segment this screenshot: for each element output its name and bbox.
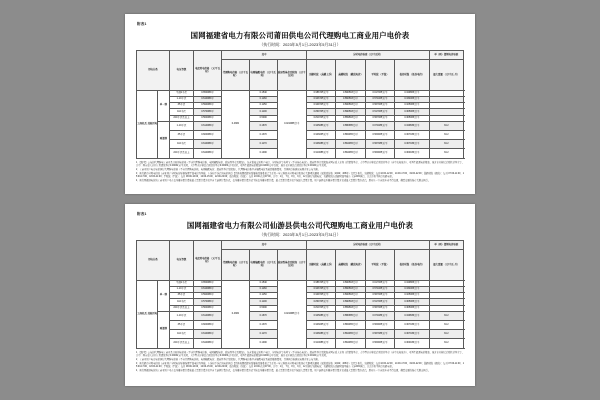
th-agent-price: 电度用电价格 （元/千瓦时） bbox=[194, 51, 222, 91]
p2-cell-max-demand: 34.2 bbox=[429, 330, 463, 339]
p2-cell-grid-price: 0.1160 bbox=[249, 287, 277, 293]
p1-cell-grid-price: 0.1160 bbox=[249, 97, 277, 103]
p2-cell-flat: 0.567086元/千 bbox=[365, 330, 394, 339]
p1-cell-agent-price: 0.600086/千 bbox=[194, 131, 222, 140]
p2-cell-valley: 0.300036元/千 bbox=[395, 339, 429, 348]
p2-cell-flat: 0.617065元/千 bbox=[365, 280, 394, 286]
p2-cell-valley: 0.307036元/千 bbox=[395, 321, 429, 330]
p2-cell-sharp-peak: 0.910086元/千 bbox=[306, 339, 335, 348]
th2-max-demand: 最大需量 （元/千瓦·月） bbox=[429, 250, 463, 281]
page-title-2: 国网福建省电力有限公司仙游县供电公司代理购电工商业用户电价表 bbox=[186, 220, 414, 230]
th-valley: 低谷时段 （低谷电价） bbox=[395, 60, 429, 91]
p1-cell-flat: 0.567065元/千 bbox=[365, 103, 394, 109]
p1-cell-grid-price: 0.5000 bbox=[249, 115, 277, 121]
th2-group-capacity: 单（两）部制电价标准 bbox=[429, 241, 463, 250]
th2-grid-price: 电网输配电价 （元/千瓦时） bbox=[249, 250, 277, 281]
p2-cell-peak: 0.864065元/千 bbox=[336, 339, 365, 348]
p2-cell-valley: 0.349865元/千 bbox=[395, 280, 429, 286]
p2-cell-peak: 0.864065元/千 bbox=[336, 330, 365, 339]
th-purchase-price: 代理购电价格 （元/千瓦时） bbox=[221, 60, 249, 91]
p2-cell-flat: 0.571065元/千 bbox=[365, 287, 394, 293]
p2-cell-peak: 0.860593元/千 bbox=[336, 287, 365, 293]
p2-cell-max-demand: 34.2 bbox=[429, 311, 463, 320]
p1-cell-grid-price: 0.1150 bbox=[249, 103, 277, 109]
p2-cell-peak: 0.890593元/千 bbox=[336, 299, 365, 305]
p2-cell-valley: 0.305065元/千 bbox=[395, 305, 429, 311]
th2-gov-fund: 政府性基金及附加 （元/千瓦时） bbox=[277, 250, 306, 281]
th-gov-fund: 政府性基金及附加 （元/千瓦时） bbox=[277, 60, 306, 91]
p2-cell-voltage: 1-10千伏 bbox=[169, 311, 194, 320]
p2-cell-peak: 0.859593元/千 bbox=[336, 305, 365, 311]
tariff-table-2 bbox=[136, 240, 464, 348]
p2-cell-voltage: 35千伏 bbox=[169, 321, 194, 330]
th-flat: 平时段 （平段） bbox=[365, 60, 394, 91]
p1-cell-peak: 0.880685元/千 bbox=[336, 121, 365, 130]
p2-cell-voltage: 35千伏 bbox=[169, 293, 194, 299]
p1-cell-voltage: 110千伏 bbox=[169, 140, 194, 149]
p1-cell-valley: 0.305065元/千 bbox=[395, 115, 429, 121]
p1-cell-voltage: 1-10千伏 bbox=[169, 97, 194, 103]
th2-purchase-price: 代理购电价格 （元/千瓦时） bbox=[221, 250, 249, 281]
p2-cell-flat: 0.517065元/千 bbox=[365, 299, 394, 305]
p2-cell-sharp-peak: 0.819745元/千 bbox=[306, 305, 335, 311]
p1-cell-valley: 0.349865元/千 bbox=[395, 90, 429, 96]
tariff-table bbox=[136, 50, 464, 158]
p1-cell-grid-price: 0.1000 bbox=[249, 149, 277, 158]
th2-flat: 平时段 （平段） bbox=[365, 250, 394, 281]
p1-note-3: 3．执行峰谷分时电价的工商业用户分时电价标准按照平段电价为基础、上浮和下浮后的电价执行【具体按照福建省发展和改革委员会关于进一步完善我省分时电价机制有关事项的通知（闽发改价格〔2022〕468号）文件】执行。尖峰时段：每日10:00-12:00、14:00-17:00、19:00-22:00；高峰时段（峰段）：每日 07:00-11:00、15:00-17:00、18:00-21:00；平时段（平段）：每日 08:00-10:00、13:00-15:00、22:00-23:00；低谷时段（谷段）：每日 23:00-次日07:00。其中：1月、7月、8月、9月、12月执行尖峰电价，尖峰时段在高峰时段基础上上浮20%执行，其余月份不执行尖峰电价。 bbox=[136, 172, 464, 178]
p1-cell-grid-price: 0.1100 bbox=[249, 109, 277, 115]
p2-cell-sharp-peak: 0.946745元/千 bbox=[306, 287, 335, 293]
p2-cell-sharp-peak: 0.906086元/千 bbox=[306, 330, 335, 339]
p2-cell-flat: 0.569065元/千 bbox=[365, 321, 394, 330]
p1-cell-voltage: 220千伏及以上 bbox=[169, 149, 194, 158]
p1-cell-flat: 0.571065元/千 bbox=[365, 97, 394, 103]
p1-cell-peak: 0.890593元/千 bbox=[336, 109, 365, 115]
p2-cell-valley: 0.305065元/千 bbox=[395, 299, 429, 305]
p1-cell-flat: 0.517065元/千 bbox=[365, 109, 394, 115]
p1-cell-sharp-peak: 0.890745元/千 bbox=[306, 109, 335, 115]
p1-cell-grid-price: 0.1540 bbox=[249, 90, 277, 96]
p1-note-4: 4．执行两部制电价的工商业用户可在变压器容量计费和最大需量计费方式中自主选择计费方式，变压器容量计费方式下按变压器容量计费，最大需量计费方式下按最大需量计费。用户选择变压器容量计费方式或最大需量计费方式后，原则上一个自然年内不得变更，确需变更的按有关规定执行。 bbox=[136, 180, 431, 183]
th-group-capacity: 单（两）部制电价标准 bbox=[429, 51, 463, 60]
p1-cell-sharp-peak: 0.946065元/千 bbox=[306, 131, 335, 140]
th-grid-price: 电网输配电价 （元/千瓦时） bbox=[249, 60, 277, 91]
p1-cell-valley: 0.349836元/千 bbox=[395, 121, 429, 130]
th-sharp-peak: 尖峰时段 （高峰上浮） bbox=[306, 60, 335, 91]
th2-valley: 低谷时段 （低谷电价） bbox=[395, 250, 429, 281]
p2-cell-grid-price: 0.1370 bbox=[249, 321, 277, 330]
p1-cell-sharp-peak: 0.945086元/千 bbox=[306, 121, 335, 130]
p1-cell-max-demand: 34.2 bbox=[429, 121, 463, 130]
p2-cell-agent-price: 0.614086/千 bbox=[194, 311, 222, 320]
p2-cell-valley: 0.349836元/千 bbox=[395, 311, 429, 320]
p1-cell-valley: 0.300036元/千 bbox=[395, 149, 429, 158]
p2-cell-max-demand: 34.2 bbox=[429, 321, 463, 330]
p1-cell-grid-price: 0.1170 bbox=[249, 140, 277, 149]
th-peak: 高峰时段 （峰段电价） bbox=[336, 60, 365, 91]
p1-cell-flat: 0.567086元/千 bbox=[365, 140, 394, 149]
p2-cell-agent-price: 0.650086/千 bbox=[194, 280, 222, 286]
p2-cell-sharp-peak: 0.986745元/千 bbox=[306, 280, 335, 286]
p1-cell-grid-price: 0.1670 bbox=[249, 121, 277, 130]
p1-cell-voltage: 35千伏 bbox=[169, 103, 194, 109]
p2-cell-sharp-peak: 0.946065元/千 bbox=[306, 321, 335, 330]
table-body-1 bbox=[137, 90, 464, 158]
th-group-tou: 分时电价标准（元/千瓦时） bbox=[306, 51, 429, 60]
p2-cell-peak: 0.880685元/千 bbox=[336, 311, 365, 320]
p2-cell-agent-price: 0.610086/千 bbox=[194, 287, 222, 293]
p1-cell-sharp-peak: 0.986745元/千 bbox=[306, 90, 335, 96]
p1-cell-agent-price: 0.590086/千 bbox=[194, 103, 222, 109]
p2-cell-voltage: 1-10千伏 bbox=[169, 287, 194, 293]
p2-note-2: 2．工商业用户电度电价执行代理购电价格（不含代理购电价格、电网输配电价、政府性基金及附加），代理购电价格中含输配电价及辅助服务费用，具体执行标准以电网企业公布为准。 bbox=[136, 358, 321, 361]
p2-cell-agent-price: 0.610086/千 bbox=[194, 330, 222, 339]
p2-cell-peak: 0.800593元/千 bbox=[336, 280, 365, 286]
p2-cell-agent-price: 0.560086/千 bbox=[194, 305, 222, 311]
th2-agent-price: 电度用电价格 （元/千瓦时） bbox=[194, 241, 222, 281]
p2-cell-peak: 0.884065元/千 bbox=[336, 321, 365, 330]
p1-cell-agent-price: 0.560086/千 bbox=[194, 115, 222, 121]
p2-note-4: 4．执行两部制电价的工商业用户可在变压器容量计费和最大需量计费方式中自主选择计费方式，变压器容量计费方式下按变压器容量计费，最大需量计费方式下按最大需量计费。用户选择变压器容量计费方式或最大需量计费方式后，原则上一个自然年内不得变更，确需变更的按有关规定执行。 bbox=[136, 370, 431, 373]
th2-sharp-peak: 尖峰时段 （高峰上浮） bbox=[306, 250, 335, 281]
th-voltage: 电压等级 bbox=[169, 51, 194, 91]
p2-cell-sharp-peak: 0.945086元/千 bbox=[306, 311, 335, 320]
p1-cell-flat: 0.569065元/千 bbox=[365, 149, 394, 158]
p2-cell-grid-price: 0.1000 bbox=[249, 339, 277, 348]
p2-cell-voltage: 220千伏及以上 bbox=[169, 305, 194, 311]
p2-cell-sharp-peak: 0.890745元/千 bbox=[306, 299, 335, 305]
p1-cell-voltage: 1-10千伏 bbox=[169, 121, 194, 130]
document-page-2 bbox=[125, 204, 475, 386]
notes-block-2 bbox=[136, 352, 464, 373]
p2-cell-grid-price: 0.5000 bbox=[249, 305, 277, 311]
document-page-1 bbox=[125, 14, 475, 194]
p2-cell-subtype: 单一制 bbox=[158, 280, 169, 311]
p1-cell-max-demand: 34.2 bbox=[429, 131, 463, 140]
attachment-label-2: 附表1 bbox=[137, 212, 147, 216]
notes-block-1 bbox=[136, 162, 464, 183]
p2-cell-grid-price: 0.1150 bbox=[249, 293, 277, 299]
p1-cell-voltage: 220千伏及以上 bbox=[169, 115, 194, 121]
p1-cell-sharp-peak: 0.946745元/千 bbox=[306, 97, 335, 103]
p2-note-3: 3．执行峰谷分时电价的工商业用户分时电价标准按照平段电价为基础、上浮和下浮后的电价执行【具体按照福建省发展和改革委员会关于进一步完善我省分时电价机制有关事项的通知（闽发改价格〔2022〕468号）文件】执行。尖峰时段：每日10:00-12:00、14:00-17:00、19:00-22:00；高峰时段（峰段）：每日 07:00-11:00、15:00-17:00、18:00-21:00；平时段（平段）：每日 08:00-10:00、13:00-15:00、22:00-23:00；低谷时段（谷段）：每日 23:00-次日07:00。其中：1月、7月、8月、9月、12月执行尖峰电价，尖峰时段在高峰时段基础上上浮20%执行，其余月份不执行尖峰电价。 bbox=[136, 362, 464, 368]
p1-cell-voltage: 35千伏 bbox=[169, 131, 194, 140]
p1-cell-max-demand: 34.2 bbox=[429, 149, 463, 158]
p1-cell-flat: 0.617065元/千 bbox=[365, 90, 394, 96]
p1-cell-voltage: 110千伏 bbox=[169, 109, 194, 115]
p2-cell-flat: 0.674086元/千 bbox=[365, 311, 394, 320]
page-title: 国网福建省电力有限公司莆田供电公司代理购电工商业用户电价表 bbox=[190, 30, 410, 40]
p1-cell-peak: 0.864065元/千 bbox=[336, 149, 365, 158]
p2-cell-grid-price: 0.1540 bbox=[249, 280, 277, 286]
p1-cell-flat: 0.674086元/千 bbox=[365, 121, 394, 130]
p1-cell-sharp-peak: 0.819745元/千 bbox=[306, 115, 335, 121]
p1-cell-sharp-peak: 0.910086元/千 bbox=[306, 149, 335, 158]
p2-cell-flat: 0.569065元/千 bbox=[365, 339, 394, 348]
p2-cell-flat: 0.567065元/千 bbox=[365, 305, 394, 311]
p1-cell-agent-price: 0.570086/千 bbox=[194, 109, 222, 115]
th2-voltage: 电压等级 bbox=[169, 241, 194, 281]
p2-cell-flat: 0.567065元/千 bbox=[365, 293, 394, 299]
p2-cell-agent-price: 0.600086/千 bbox=[194, 321, 222, 330]
p1-cell-voltage: 不满1千伏 bbox=[169, 90, 194, 96]
p1-cell-valley: 0.325065元/千 bbox=[395, 103, 429, 109]
p2-note-1: 1．【表中】公布的代理购电工商业及其他用电价格（不含代理购电价格、电网输配电价、政府性基金及附加），包含直接交易用户电度、分时电价等各环节（不含核心电价）。政府性基金及附加含国家重大水利工程建设基金、大中型水库移民后期扶持基金（含中央和地方）、可再生能源电价附加、地方水库移民后期扶持基金等，其中：国家重大水利工程建设基金0.00062元/千瓦时，大中型水库移民后期扶持基金0.00083元/千瓦时，可再生能源电价附加0.01900元/千瓦时，地方水库移民后期扶持基金0.00100元/千瓦时。 bbox=[136, 351, 464, 357]
p2-cell-voltage: 110千伏 bbox=[169, 299, 194, 305]
p1-cell-valley: 0.334065元/千 bbox=[395, 97, 429, 103]
p1-cell-agent-price: 0.644086/千 bbox=[194, 149, 222, 158]
p1-cell-valley: 0.305065元/千 bbox=[395, 109, 429, 115]
p2-cell-valley: 0.325065元/千 bbox=[395, 293, 429, 299]
attachment-label: 附表1 bbox=[137, 22, 147, 26]
th2-category: 用电分类 bbox=[137, 241, 170, 281]
p1-cell-peak: 0.859593元/千 bbox=[336, 115, 365, 121]
p2-cell-peak: 0.800593元/千 bbox=[336, 293, 365, 299]
p2-cell-voltage: 不满1千伏 bbox=[169, 280, 194, 286]
p1-cell-valley: 0.307036元/千 bbox=[395, 140, 429, 149]
th2-peak: 高峰时段 （峰段电价） bbox=[336, 250, 365, 281]
p2-cell-subtype: 两部制 bbox=[158, 311, 169, 348]
p1-note-1: 1．【表中】公布的代理购电工商业及其他用电价格（不含代理购电价格、电网输配电价、政府性基金及附加），包含直接交易用户电度、分时电价等各环节（不含核心电价）。政府性基金及附加含国家重大水利工程建设基金、大中型水库移民后期扶持基金（含中央和地方）、可再生能源电价附加、地方水库移民后期扶持基金等，其中：国家重大水利工程建设基金0.00062元/千瓦时，大中型水库移民后期扶持基金0.00083元/千瓦时，可再生能源电价附加0.01900元/千瓦时，地方水库移民后期扶持基金0.00100元/千瓦时。 bbox=[136, 161, 464, 167]
p1-cell-flat: 0.567065元/千 bbox=[365, 115, 394, 121]
p2-cell-grid-price: 0.1170 bbox=[249, 330, 277, 339]
p2-cell-max-demand: 34.2 bbox=[429, 339, 463, 348]
p2-cell-voltage: 220千伏及以上 bbox=[169, 339, 194, 348]
effective-period: （执行时间：2023年5月1日-2023年5月31日） bbox=[259, 42, 341, 48]
table-header-row-1 bbox=[137, 51, 464, 60]
p2-cell-sharp-peak: 0.909745元/千 bbox=[306, 293, 335, 299]
th-max-demand: 最大需量 （元/千瓦·月） bbox=[429, 60, 463, 91]
p1-cell-subtype: 单一制 bbox=[158, 90, 169, 121]
p2-cell-agent-price: 0.644086/千 bbox=[194, 339, 222, 348]
p2-cell-agent-price: 0.570086/千 bbox=[194, 299, 222, 305]
th2-group-tou: 分时电价标准（元/千瓦时） bbox=[306, 241, 429, 250]
p1-cell-agent-price: 0.650086/千 bbox=[194, 90, 222, 96]
p1-cell-peak: 0.884065元/千 bbox=[336, 131, 365, 140]
p1-cell-sharp-peak: 0.906086元/千 bbox=[306, 140, 335, 149]
p1-cell-peak: 0.800593元/千 bbox=[336, 90, 365, 96]
th2-group-breakdown: 其中 bbox=[221, 241, 306, 250]
p1-cell-agent-price: 0.614086/千 bbox=[194, 121, 222, 130]
p1-cell-flat: 0.569065元/千 bbox=[365, 131, 394, 140]
p2-cell-grid-price: 0.1100 bbox=[249, 299, 277, 305]
th-group-breakdown: 其中 bbox=[221, 51, 306, 60]
p2-cell-gov-fund: 0.021988元/千 bbox=[277, 280, 306, 348]
p1-cell-agent-price: 0.610086/千 bbox=[194, 97, 222, 103]
p2-cell-agent-price: 0.590086/千 bbox=[194, 293, 222, 299]
p1-cell-peak: 0.800593元/千 bbox=[336, 103, 365, 109]
p2-cell-valley: 0.334065元/千 bbox=[395, 287, 429, 293]
p1-cell-valley: 0.307036元/千 bbox=[395, 131, 429, 140]
p2-cell-category: 工商业及 其他用电 bbox=[137, 280, 158, 348]
table2-header-row-1 bbox=[137, 241, 464, 250]
p1-note-2: 2．工商业用户电度电价执行代理购电价格（不含代理购电价格、电网输配电价、政府性基金及附加），代理购电价格中含输配电价及辅助服务费用，具体执行标准以电网企业公布为准。 bbox=[136, 168, 321, 171]
p1-cell-grid-price: 0.1370 bbox=[249, 131, 277, 140]
p1-cell-purchase-price: 0.4384 bbox=[221, 90, 249, 158]
p1-cell-max-demand: 34.2 bbox=[429, 140, 463, 149]
p2-cell-valley: 0.307036元/千 bbox=[395, 330, 429, 339]
p2-cell-purchase-price: 0.4384 bbox=[221, 280, 249, 348]
effective-period-2: （执行时间：2023年5月1日-2023年5月31日） bbox=[259, 232, 341, 238]
p1-cell-peak: 0.864065元/千 bbox=[336, 140, 365, 149]
p1-cell-gov-fund: 0.021988元/千 bbox=[277, 90, 306, 158]
p1-cell-sharp-peak: 0.909745元/千 bbox=[306, 103, 335, 109]
p1-cell-agent-price: 0.610086/千 bbox=[194, 140, 222, 149]
p1-cell-peak: 0.860593元/千 bbox=[336, 97, 365, 103]
p1-cell-subtype: 两部制 bbox=[158, 121, 169, 158]
th-category: 用电分类 bbox=[137, 51, 170, 91]
p1-cell-category: 工商业及 其他用电 bbox=[137, 90, 158, 158]
p2-cell-voltage: 110千伏 bbox=[169, 330, 194, 339]
p2-cell-grid-price: 0.1670 bbox=[249, 311, 277, 320]
table-body-2 bbox=[137, 280, 464, 348]
